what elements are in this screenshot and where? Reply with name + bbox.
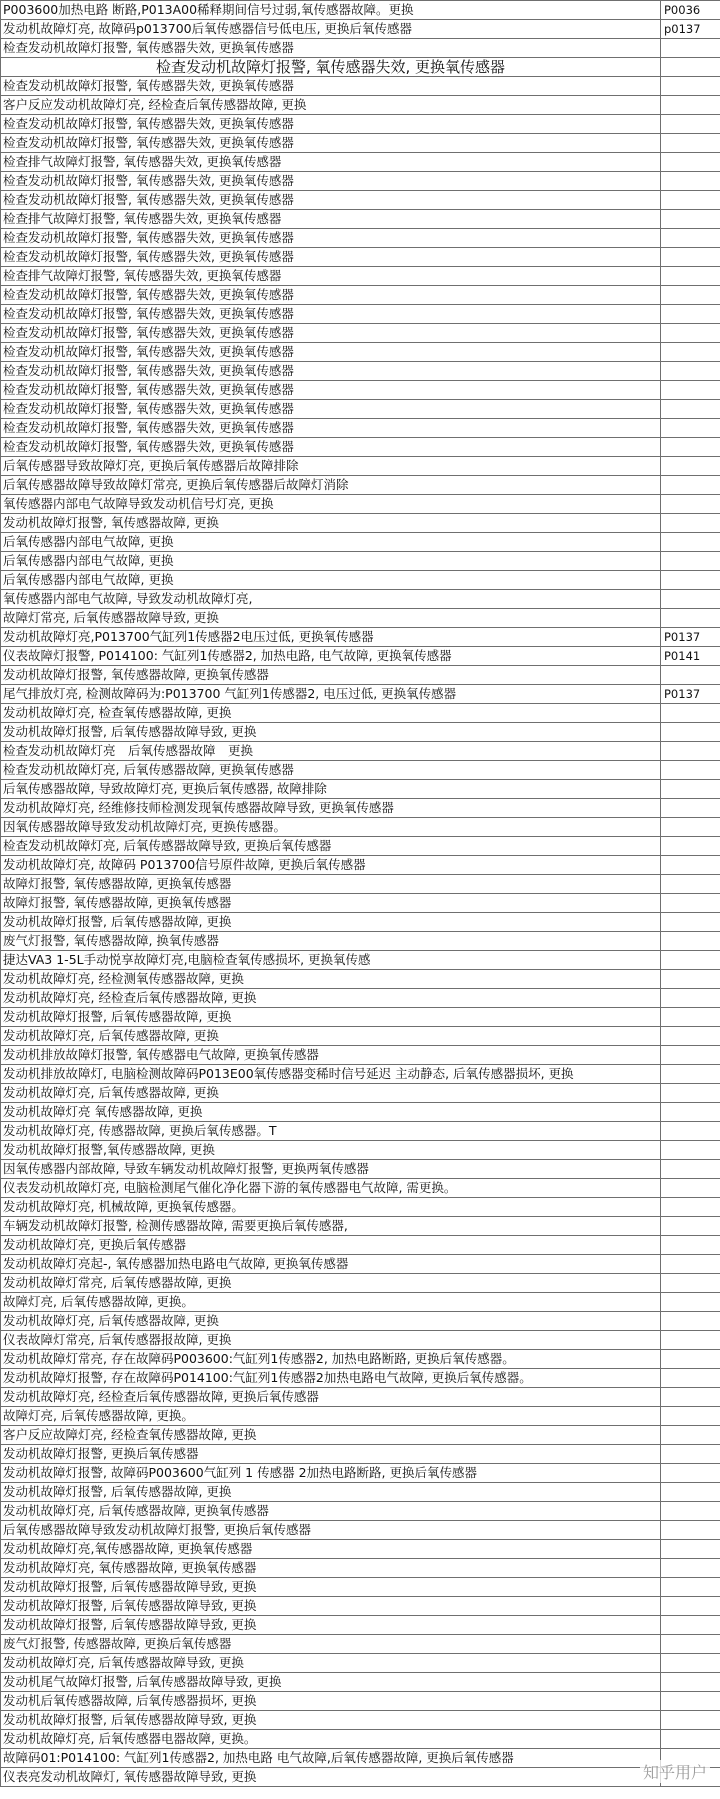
table-row (1, 1027, 720, 1046)
fault-code-cell[interactable] (661, 913, 720, 932)
fault-description-cell[interactable]: 检查发动机故障灯亮 后氧传感器故障 更换 (1, 742, 661, 761)
fault-description-cell[interactable]: 发动机故障灯亮, 传感器故障, 更换后氧传感器。T (1, 1122, 661, 1141)
fault-description-cell[interactable]: 检查发动机故障灯报警, 氧传感器失效, 更换氧传感器 (1, 191, 661, 210)
fault-code-cell[interactable] (661, 400, 720, 419)
fault-code-cell[interactable] (661, 362, 720, 381)
fault-description-cell[interactable]: 发动机故障灯报警, 后氧传感器故障, 更换 (1, 1008, 661, 1027)
fault-code-cell[interactable] (661, 1464, 720, 1483)
fault-description-cell[interactable]: 故障灯常亮, 后氧传感器故障导致, 更换 (1, 609, 661, 628)
fault-description-cell[interactable]: 检查发动机故障灯报警, 氧传感器失效, 更换氧传感器 (1, 362, 661, 381)
fault-code-cell[interactable] (661, 1160, 720, 1179)
table-row (1, 1065, 720, 1084)
table-row (1, 77, 720, 96)
fault-code-cell[interactable] (661, 552, 720, 571)
fault-code-cell[interactable] (661, 1426, 720, 1445)
fault-code-cell[interactable] (661, 1635, 720, 1654)
fault-description-cell[interactable]: 氧传感器内部电气故障, 导致发动机故障灯亮, (1, 590, 661, 609)
table-row (1, 39, 720, 58)
fault-description-cell[interactable]: 发动机故障灯亮, 后氧传感器故障, 更换 (1, 1027, 661, 1046)
fault-description-cell[interactable]: 检查发动机故障灯报警, 氧传感器失效, 更换氧传感器 (1, 248, 661, 267)
fault-code-cell[interactable]: P0137 (661, 685, 720, 704)
table-row (1, 1103, 720, 1122)
fault-code-cell[interactable] (661, 1084, 720, 1103)
fault-code-cell[interactable] (661, 1692, 720, 1711)
fault-description-cell[interactable]: 发动机故障灯报警, 后氧传感器故障导致, 更换 (1, 1711, 661, 1730)
fault-code-cell[interactable] (661, 381, 720, 400)
fault-code-cell[interactable] (661, 134, 720, 153)
table-row (1, 1388, 720, 1407)
fault-description-cell[interactable]: 仪表故障灯报警, P014100: 气缸列1传感器2, 加热电路, 电气故障, 更换氧传感器 (1, 647, 661, 666)
fault-code-cell[interactable] (661, 96, 720, 115)
fault-code-cell[interactable] (661, 1616, 720, 1635)
table-row (1, 1198, 720, 1217)
fault-description-cell[interactable]: 检查发动机故障灯报警, 氧传感器失效, 更换氧传感器 (1, 381, 661, 400)
table-row (1, 1084, 720, 1103)
fault-description-cell[interactable]: 检查发动机故障灯报警, 氧传感器失效, 更换氧传感器 (1, 172, 661, 191)
table-row (1, 1616, 720, 1635)
table-row (1, 1274, 720, 1293)
fault-code-cell[interactable] (661, 1046, 720, 1065)
fault-code-cell[interactable] (661, 932, 720, 951)
table-row (1, 1654, 720, 1673)
fault-description-cell[interactable]: 发动机后氧传感器故障, 后氧传感器损坏, 更换 (1, 1692, 661, 1711)
fault-code-cell[interactable] (661, 1179, 720, 1198)
fault-code-cell[interactable] (661, 191, 720, 210)
fault-description-cell[interactable]: 捷达VA3 1-5L手动悦享故障灯亮,电脑检查氧传感损坏, 更换氧传感 (1, 951, 661, 970)
table-row (1, 20, 720, 39)
table-row (1, 457, 720, 476)
fault-code-cell[interactable] (661, 1236, 720, 1255)
fault-code-cell[interactable] (661, 761, 720, 780)
fault-description-cell[interactable]: 发动机故障灯亮, 后氧传感器故障, 更换 (1, 1312, 661, 1331)
table-row (1, 818, 720, 837)
table-row (1, 590, 720, 609)
table-row (1, 1, 720, 20)
fault-code-cell[interactable] (661, 723, 720, 742)
table-row (1, 476, 720, 495)
fault-description-cell[interactable]: 发动机故障灯亮, 故障码 P013700信号原件故障, 更换后氧传感器 (1, 856, 661, 875)
fault-code-cell[interactable] (661, 1540, 720, 1559)
fault-code-cell[interactable] (661, 58, 720, 77)
table-row (1, 932, 720, 951)
fault-description-cell[interactable]: P003600加热电路 断路,P013A00稀释期间信号过弱,氧传感器故障。更换 (1, 1, 661, 20)
fault-code-cell[interactable] (661, 1521, 720, 1540)
fault-description-cell[interactable]: 发动机故障灯亮, 氧传感器故障, 更换氧传感器 (1, 1559, 661, 1578)
table-row (1, 514, 720, 533)
fault-code-cell[interactable] (661, 1445, 720, 1464)
fault-code-cell[interactable] (661, 1483, 720, 1502)
fault-description-cell[interactable]: 检查发动机故障灯亮, 后氧传感器故障, 更换氧传感器 (1, 761, 661, 780)
table-row (1, 419, 720, 438)
table-row (1, 571, 720, 590)
fault-description-cell[interactable]: 检查发动机故障灯报警, 氧传感器失效, 更换氧传感器 (1, 134, 661, 153)
table-row (1, 704, 720, 723)
table-row (1, 96, 720, 115)
fault-code-cell[interactable] (661, 153, 720, 172)
table-row (1, 1008, 720, 1027)
fault-code-cell[interactable] (661, 1388, 720, 1407)
fault-code-cell[interactable] (661, 1502, 720, 1521)
table-row (1, 1521, 720, 1540)
table-row (1, 1255, 720, 1274)
fault-description-cell[interactable]: 故障灯报警, 氧传感器故障, 更换氧传感器 (1, 875, 661, 894)
fault-description-cell[interactable]: 后氧传感器内部电气故障, 更换 (1, 552, 661, 571)
fault-code-cell[interactable] (661, 609, 720, 628)
fault-description-cell[interactable]: 检查发动机故障灯报警, 氧传感器失效, 更换氧传感器 (1, 343, 661, 362)
table-row (1, 799, 720, 818)
table-row (1, 381, 720, 400)
fault-code-cell[interactable]: P0137 (661, 628, 720, 647)
fault-description-cell[interactable]: 发动机尾气故障灯报警, 后氧传感器故障导致, 更换 (1, 1673, 661, 1692)
fault-code-cell[interactable] (661, 495, 720, 514)
fault-code-cell[interactable] (661, 1255, 720, 1274)
fault-description-cell[interactable]: 发动机故障灯亮,氧传感器故障, 更换氧传感器 (1, 1540, 661, 1559)
fault-description-cell[interactable]: 发动机故障灯报警, 故障码P003600气缸列 1 传感器 2加热电路断路, 更换后氧传感器 (1, 1464, 661, 1483)
fault-code-cell[interactable] (661, 305, 720, 324)
table-row (1, 1426, 720, 1445)
table-row (1, 58, 720, 77)
watermark: 知乎用户 (640, 1760, 710, 1783)
fault-code-cell[interactable] (661, 590, 720, 609)
fault-description-cell[interactable]: 检查发动机故障灯报警, 氧传感器失效, 更换氧传感器 (1, 115, 661, 134)
fault-description-cell[interactable]: 故障码01:P014100: 气缸列1传感器2, 加热电路 电气故障,后氧传感器故障, 更换后氧传感器 (1, 1749, 661, 1768)
fault-description-cell[interactable]: 发动机故障灯亮 氧传感器故障, 更换 (1, 1103, 661, 1122)
fault-code-cell[interactable] (661, 229, 720, 248)
table-row (1, 495, 720, 514)
table-row (1, 742, 720, 761)
table-row (1, 894, 720, 913)
fault-description-cell[interactable]: 发动机故障灯常亮, 后氧传感器故障, 更换 (1, 1274, 661, 1293)
table-row (1, 856, 720, 875)
fault-code-cell[interactable] (661, 875, 720, 894)
table-row (1, 362, 720, 381)
fault-description-cell[interactable]: 发动机故障灯报警, 存在故障码P014100:气缸列1传感器2加热电路电气故障, 更换后氧传感器。 (1, 1369, 661, 1388)
table-row (1, 1559, 720, 1578)
table-row (1, 1540, 720, 1559)
fault-code-cell[interactable] (661, 1654, 720, 1673)
fault-code-cell[interactable] (661, 1008, 720, 1027)
fault-description-cell[interactable]: 后氧传感器故障, 导致故障灯亮, 更换后氧传感器, 故障排除 (1, 780, 661, 799)
fault-code-cell[interactable] (661, 77, 720, 96)
fault-description-cell[interactable]: 检查发动机故障灯报警, 氧传感器失效, 更换氧传感器 (1, 58, 661, 77)
table-row (1, 191, 720, 210)
table-row (1, 951, 720, 970)
table-row (1, 400, 720, 419)
fault-description-cell[interactable]: 发动机排放故障灯, 电脑检测故障码P013E00氧传感器变稀时信号延迟 主动静态, 后氧传感器损坏, 更换 (1, 1065, 661, 1084)
fault-description-cell[interactable]: 检查排气故障灯报警, 氧传感器失效, 更换氧传感器 (1, 210, 661, 229)
fault-code-cell[interactable] (661, 248, 720, 267)
fault-description-cell[interactable]: 故障灯亮, 后氧传感器故障, 更换。 (1, 1293, 661, 1312)
table-row (1, 1749, 720, 1768)
fault-description-cell[interactable]: 后氧传感器内部电气故障, 更换 (1, 571, 661, 590)
table-row (1, 1046, 720, 1065)
fault-code-cell[interactable] (661, 533, 720, 552)
fault-description-cell[interactable]: 检查发动机故障灯报警, 氧传感器失效, 更换氧传感器 (1, 419, 661, 438)
fault-code-cell[interactable] (661, 1578, 720, 1597)
table-row (1, 286, 720, 305)
fault-description-cell[interactable]: 检查发动机故障灯报警, 氧传感器失效, 更换氧传感器 (1, 286, 661, 305)
table-row (1, 875, 720, 894)
table-row (1, 533, 720, 552)
fault-code-cell[interactable] (661, 856, 720, 875)
table-row (1, 913, 720, 932)
fault-description-cell[interactable]: 后氧传感器故障导致故障灯常亮, 更换后氧传感器后故障灯消除 (1, 476, 661, 495)
table-row (1, 1692, 720, 1711)
table-row (1, 210, 720, 229)
fault-description-cell[interactable]: 检查发动机故障灯报警, 氧传感器失效, 更换氧传感器 (1, 229, 661, 248)
table-row (1, 248, 720, 267)
fault-description-cell[interactable]: 检查发动机故障灯报警, 氧传感器失效, 更换氧传感器 (1, 324, 661, 343)
fault-code-cell[interactable] (661, 1369, 720, 1388)
fault-description-cell[interactable]: 发动机故障灯报警, 后氧传感器故障导致, 更换 (1, 723, 661, 742)
fault-description-cell[interactable]: 故障灯亮, 后氧传感器故障, 更换。 (1, 1407, 661, 1426)
fault-description-cell[interactable]: 检查排气故障灯报警, 氧传感器失效, 更换氧传感器 (1, 267, 661, 286)
fault-code-cell[interactable] (661, 438, 720, 457)
fault-description-cell[interactable]: 尾气排放灯亮, 检测故障码为:P013700 气缸列1传感器2, 电压过低, 更换氧传感器 (1, 685, 661, 704)
table-row (1, 1711, 720, 1730)
table-row (1, 1730, 720, 1749)
fault-code-cell[interactable] (661, 1559, 720, 1578)
table-row (1, 723, 720, 742)
table-row (1, 1141, 720, 1160)
fault-description-cell[interactable]: 仪表发动机故障灯亮, 电脑检测尾气催化净化器下游的氧传感器电气故障, 需更换。 (1, 1179, 661, 1198)
table-row (1, 324, 720, 343)
fault-description-cell[interactable]: 客户反应故障灯亮, 经检查氧传感器故障, 更换 (1, 1426, 661, 1445)
fault-description-cell[interactable]: 检查发动机故障灯报警, 氧传感器失效, 更换氧传感器 (1, 438, 661, 457)
fault-code-cell[interactable] (661, 1730, 720, 1749)
fault-code-cell[interactable] (661, 951, 720, 970)
fault-description-cell[interactable]: 客户反应发动机故障灯亮, 经检查后氧传感器故障, 更换 (1, 96, 661, 115)
fault-description-cell[interactable]: 发动机故障灯亮, 后氧传感器故障, 更换氧传感器 (1, 1502, 661, 1521)
fault-description-cell[interactable]: 仪表亮发动机故障灯, 氧传感器故障导致, 更换 (1, 1768, 661, 1787)
fault-code-cell[interactable] (661, 1065, 720, 1084)
fault-code-cell[interactable] (661, 1103, 720, 1122)
table-row (1, 1483, 720, 1502)
fault-code-cell[interactable] (661, 1141, 720, 1160)
fault-code-cell[interactable] (661, 989, 720, 1008)
fault-code-cell[interactable] (661, 799, 720, 818)
fault-description-cell[interactable]: 检查排气故障灯报警, 氧传感器失效, 更换氧传感器 (1, 153, 661, 172)
fault-code-cell[interactable] (661, 1711, 720, 1730)
fault-code-cell[interactable] (661, 1274, 720, 1293)
table-row (1, 647, 720, 666)
fault-description-cell[interactable]: 氧传感器内部电气故障导致发动机信号灯亮, 更换 (1, 495, 661, 514)
fault-description-cell[interactable]: 废气灯报警, 传感器故障, 更换后氧传感器 (1, 1635, 661, 1654)
fault-description-cell[interactable]: 发动机故障灯报警,氧传感器故障, 更换 (1, 1141, 661, 1160)
fault-description-cell[interactable]: 发动机故障灯报警, 后氧传感器故障导致, 更换 (1, 1616, 661, 1635)
table-row (1, 153, 720, 172)
table-row (1, 1635, 720, 1654)
fault-description-cell[interactable]: 发动机故障灯报警, 后氧传感器故障, 更换 (1, 1483, 661, 1502)
fault-code-cell[interactable] (661, 1198, 720, 1217)
fault-description-cell[interactable]: 发动机故障灯报警, 氧传感器故障, 更换氧传感器 (1, 666, 661, 685)
table-row (1, 1768, 720, 1787)
table-row (1, 267, 720, 286)
table-row (1, 172, 720, 191)
fault-code-cell[interactable] (661, 115, 720, 134)
table-row (1, 1407, 720, 1426)
fault-code-cell[interactable]: P0036 (661, 1, 720, 20)
fault-description-cell[interactable]: 检查发动机故障灯亮, 后氧传感器故障导致, 更换后氧传感器 (1, 837, 661, 856)
table-row (1, 1293, 720, 1312)
table-row (1, 1369, 720, 1388)
table-row (1, 970, 720, 989)
fault-code-cell[interactable] (661, 1312, 720, 1331)
table-row (1, 628, 720, 647)
fault-code-cell[interactable] (661, 704, 720, 723)
fault-description-cell[interactable]: 发动机故障灯亮, 后氧传感器电器故障, 更换。 (1, 1730, 661, 1749)
table-row (1, 1217, 720, 1236)
fault-description-cell[interactable]: 因氧传感器故障导致发动机故障灯亮, 更换传感器。 (1, 818, 661, 837)
fault-code-cell[interactable] (661, 267, 720, 286)
fault-description-cell[interactable]: 发动机故障灯亮, 后氧传感器故障导致, 更换 (1, 1654, 661, 1673)
fault-description-cell[interactable]: 发动机故障灯报警, 后氧传感器故障导致, 更换 (1, 1597, 661, 1616)
table-row (1, 1236, 720, 1255)
fault-description-cell[interactable]: 后氧传感器内部电气故障, 更换 (1, 533, 661, 552)
table-row (1, 1350, 720, 1369)
fault-code-cell[interactable] (661, 1331, 720, 1350)
fault-description-cell[interactable]: 仪表故障灯常亮, 后氧传感器报故障, 更换 (1, 1331, 661, 1350)
table-row (1, 1331, 720, 1350)
fault-description-cell[interactable]: 发动机故障灯亮, 后氧传感器故障, 更换 (1, 1084, 661, 1103)
table-row (1, 1464, 720, 1483)
fault-code-cell[interactable] (661, 780, 720, 799)
table-row (1, 438, 720, 457)
fault-description-cell[interactable]: 故障灯报警, 氧传感器故障, 更换氧传感器 (1, 894, 661, 913)
fault-description-cell[interactable]: 后氧传感器导致故障灯亮, 更换后氧传感器后故障排除 (1, 457, 661, 476)
table-body (1, 1, 720, 1787)
fault-code-cell[interactable] (661, 1597, 720, 1616)
fault-description-cell[interactable]: 发动机故障灯亮, 更换后氧传感器 (1, 1236, 661, 1255)
fault-description-cell[interactable]: 发动机故障灯亮,P013700气缸列1传感器2电压过低, 更换氧传感器 (1, 628, 661, 647)
table-row (1, 685, 720, 704)
fault-code-cell[interactable] (661, 742, 720, 761)
table-row (1, 666, 720, 685)
fault-code-cell[interactable] (661, 666, 720, 685)
table-row (1, 552, 720, 571)
fault-code-cell[interactable] (661, 514, 720, 533)
fault-code-cell[interactable] (661, 1293, 720, 1312)
table-row (1, 1597, 720, 1616)
fault-description-cell[interactable]: 发动机故障灯亮起-, 氧传感器加热电路电气故障, 更换氧传感器 (1, 1255, 661, 1274)
fault-description-cell[interactable]: 发动机故障灯报警, 后氧传感器故障, 更换 (1, 913, 661, 932)
fault-code-cell[interactable] (661, 286, 720, 305)
fault-description-cell[interactable]: 发动机故障灯报警, 后氧传感器故障导致, 更换 (1, 1578, 661, 1597)
fault-description-cell[interactable]: 检查发动机故障灯报警, 氧传感器失效, 更换氧传感器 (1, 400, 661, 419)
fault-code-cell[interactable] (661, 1673, 720, 1692)
fault-code-cell[interactable] (661, 1407, 720, 1426)
table-row (1, 134, 720, 153)
fault-code-cell[interactable] (661, 457, 720, 476)
fault-code-cell[interactable] (661, 1122, 720, 1141)
table-row (1, 1578, 720, 1597)
fault-description-cell[interactable]: 后氧传感器故障导致发动机故障灯报警, 更换后氧传感器 (1, 1521, 661, 1540)
fault-code-cell[interactable] (661, 1350, 720, 1369)
fault-code-cell[interactable] (661, 39, 720, 58)
table-row (1, 1312, 720, 1331)
fault-code-cell[interactable] (661, 419, 720, 438)
table-row (1, 837, 720, 856)
table-row (1, 305, 720, 324)
table-row (1, 1445, 720, 1464)
fault-code-cell[interactable] (661, 476, 720, 495)
table-row (1, 1160, 720, 1179)
fault-description-cell[interactable]: 发动机故障灯报警, 更换后氧传感器 (1, 1445, 661, 1464)
fault-code-cell[interactable]: p0137 (661, 20, 720, 39)
fault-code-cell[interactable] (661, 571, 720, 590)
fault-description-cell[interactable]: 检查发动机故障灯报警, 氧传感器失效, 更换氧传感器 (1, 305, 661, 324)
fault-code-cell[interactable] (661, 324, 720, 343)
fault-code-cell[interactable] (661, 172, 720, 191)
fault-code-cell[interactable] (661, 837, 720, 856)
fault-description-cell[interactable]: 车辆发动机故障灯报警, 检测传感器故障, 需要更换后氧传感器, (1, 1217, 661, 1236)
table-row (1, 1673, 720, 1692)
fault-code-cell[interactable] (661, 1217, 720, 1236)
fault-code-cell[interactable] (661, 343, 720, 362)
table-row (1, 229, 720, 248)
fault-code-cell[interactable] (661, 1027, 720, 1046)
fault-description-cell[interactable]: 发动机故障灯亮, 经检查后氧传感器故障, 更换后氧传感器 (1, 1388, 661, 1407)
fault-code-cell[interactable] (661, 970, 720, 989)
fault-description-cell[interactable]: 发动机故障灯报警, 氧传感器故障, 更换 (1, 514, 661, 533)
fault-description-cell[interactable]: 发动机故障灯亮, 经检查后氧传感器故障, 更换 (1, 989, 661, 1008)
fault-description-cell[interactable]: 发动机故障灯亮, 机械故障, 更换氧传感器。 (1, 1198, 661, 1217)
fault-code-cell[interactable] (661, 894, 720, 913)
table-row (1, 780, 720, 799)
fault-description-cell[interactable]: 发动机故障灯亮, 经检测氧传感器故障, 更换 (1, 970, 661, 989)
table-row (1, 343, 720, 362)
fault-description-cell[interactable]: 因氧传感器内部故障, 导致车辆发动机故障灯报警, 更换两氧传感器 (1, 1160, 661, 1179)
fault-description-cell[interactable]: 废气灯报警, 氧传感器故障, 换氧传感器 (1, 932, 661, 951)
table-row (1, 1179, 720, 1198)
fault-code-cell[interactable]: P0141 (661, 647, 720, 666)
table-row (1, 761, 720, 780)
fault-description-cell[interactable]: 发动机故障灯亮, 经维修技师检测发现氧传感器故障导致, 更换氧传感器 (1, 799, 661, 818)
fault-description-cell[interactable]: 发动机故障灯常亮, 存在故障码P003600:气缸列1传感器2, 加热电路断路, 更换后氧传感器。 (1, 1350, 661, 1369)
fault-description-cell[interactable]: 发动机故障灯亮, 故障码p013700后氧传感器信号低电压, 更换后氧传感器 (1, 20, 661, 39)
table-row (1, 989, 720, 1008)
table-row (1, 609, 720, 628)
fault-code-cell[interactable] (661, 818, 720, 837)
fault-description-cell[interactable]: 发动机故障灯亮, 检查氧传感器故障, 更换 (1, 704, 661, 723)
table-row (1, 1502, 720, 1521)
table-row (1, 1122, 720, 1141)
fault-description-cell[interactable]: 检查发动机故障灯报警, 氧传感器失效, 更换氧传感器 (1, 39, 661, 58)
fault-description-cell[interactable]: 发动机排放故障灯报警, 氧传感器电气故障, 更换氧传感器 (1, 1046, 661, 1065)
table-row (1, 115, 720, 134)
fault-code-cell[interactable] (661, 210, 720, 229)
fault-description-cell[interactable]: 检查发动机故障灯报警, 氧传感器失效, 更换氧传感器 (1, 77, 661, 96)
